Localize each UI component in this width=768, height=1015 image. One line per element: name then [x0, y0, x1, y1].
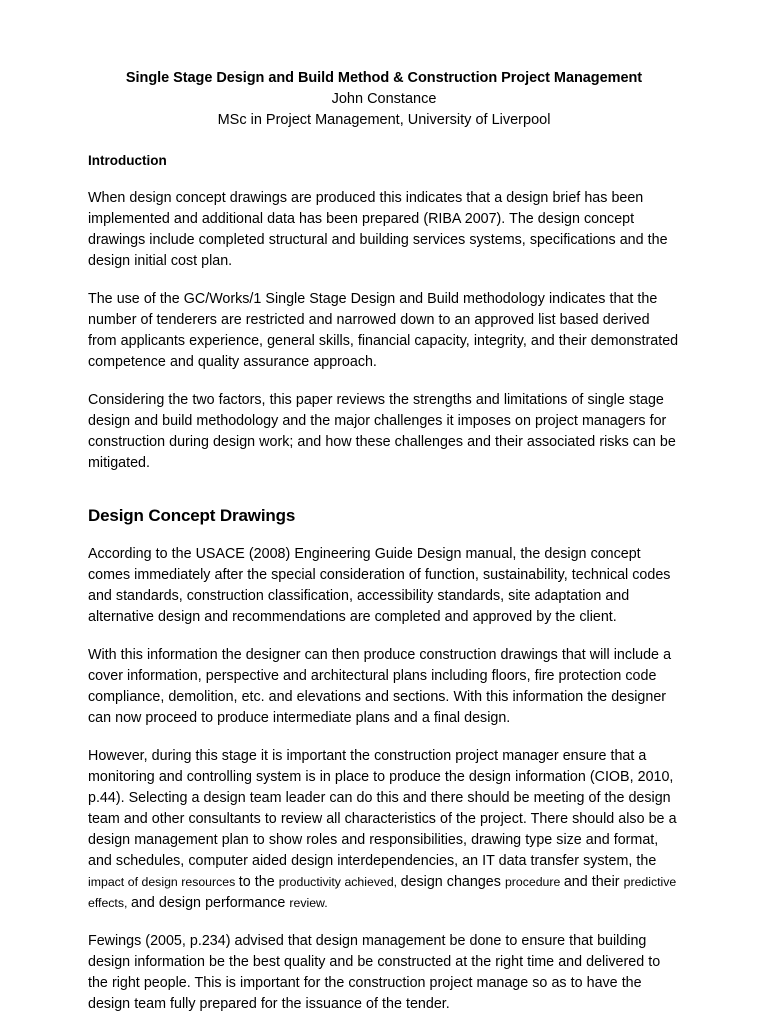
paragraph-run-small-2: productivity achieved,	[278, 875, 401, 890]
paragraph-design-concept-1: According to the USACE (2008) Engineering Guide Design manual, the design concept comes immediately after the special consideration of function, sustainability, technical codes and standards, construction classification, accessibility standards, site adaptation and alternative design and recommendations are completed and approved by the client.	[88, 545, 671, 626]
paragraph-run-small-5: review.	[289, 896, 328, 911]
paragraph-run-normal-2: to the	[238, 874, 279, 891]
paragraph-run-normal-1: However, during this stage it is important the construction project manager ensure that a monitoring and controlling system is in place to produce the design information (CIOB, 2010, p.44). Selecting a design team leader can do this and there should be meeting of the design team and other consultants to review all characteristics of the project. There should also be a design management plan to show roles and responsibilities, drawing type size and format, and schedules, computer aided design interdependencies, an IT data transfer system, the	[88, 748, 677, 870]
page-title: Single Stage Design and Build Method & Construction Project Management	[125, 70, 643, 86]
document-content	[88, 68, 680, 1015]
paragraph-run-normal-5: and design performance	[130, 895, 290, 912]
paragraph-introduction-2: The use of the GC/Works/1 Single Stage Design and Build methodology indicates that the number of tenderers are restricted and narrowed down to an approved list based derived from applicants experience, general skills, financial capacity, integrity, and their demonstrated competence and quality assurance approach.	[88, 290, 679, 370]
author-name: John Constance	[331, 91, 437, 107]
paragraph-run-normal-4: and their	[563, 874, 624, 891]
heading-design-concept-drawings: Design Concept Drawings	[88, 505, 296, 525]
paragraph-introduction-1: When design concept drawings are produced this indicates that a design brief has been implemented and additional data has been prepared (RIBA 2007). The design concept drawings include completed structural and building services systems, specifications and the design initial cost plan.	[88, 189, 668, 269]
paragraph-introduction-3: Considering the two factors, this paper reviews the strengths and limitations of single stage design and build methodology and the major challenges it imposes on project managers for construction during design work; and how these challenges and their associated risks can be mitigated.	[88, 391, 676, 471]
paragraph-design-concept-4: Fewings (2005, p.234) advised that design management be done to ensure that building design information be the best quality and be constructed at the right time and delivered to the right people. This is important for the construction project manage so as to have the design team fully prepared for the issuance of the tender.	[88, 933, 661, 1013]
paragraph-run-small-4: predictive effects,	[88, 875, 677, 911]
paragraph-design-concept-2: With this information the designer can then produce construction drawings that will include a cover information, perspective and architectural plans including floors, fire protection code compliance, demolition, etc. and elevations and sections. With this information the designer can now proceed to produce intermediate plans and a final design.	[88, 647, 672, 727]
paragraph-design-concept-3	[88, 746, 680, 914]
author-affiliation: MSc in Project Management, University of Liverpool	[217, 111, 551, 128]
heading-introduction: Introduction	[88, 153, 167, 169]
title-block	[88, 68, 680, 130]
paragraph-run-normal-3: design changes	[400, 874, 505, 891]
paragraph-run-small-3: procedure	[504, 875, 564, 890]
paragraph-run-small-1: impact of design resources	[88, 875, 239, 890]
